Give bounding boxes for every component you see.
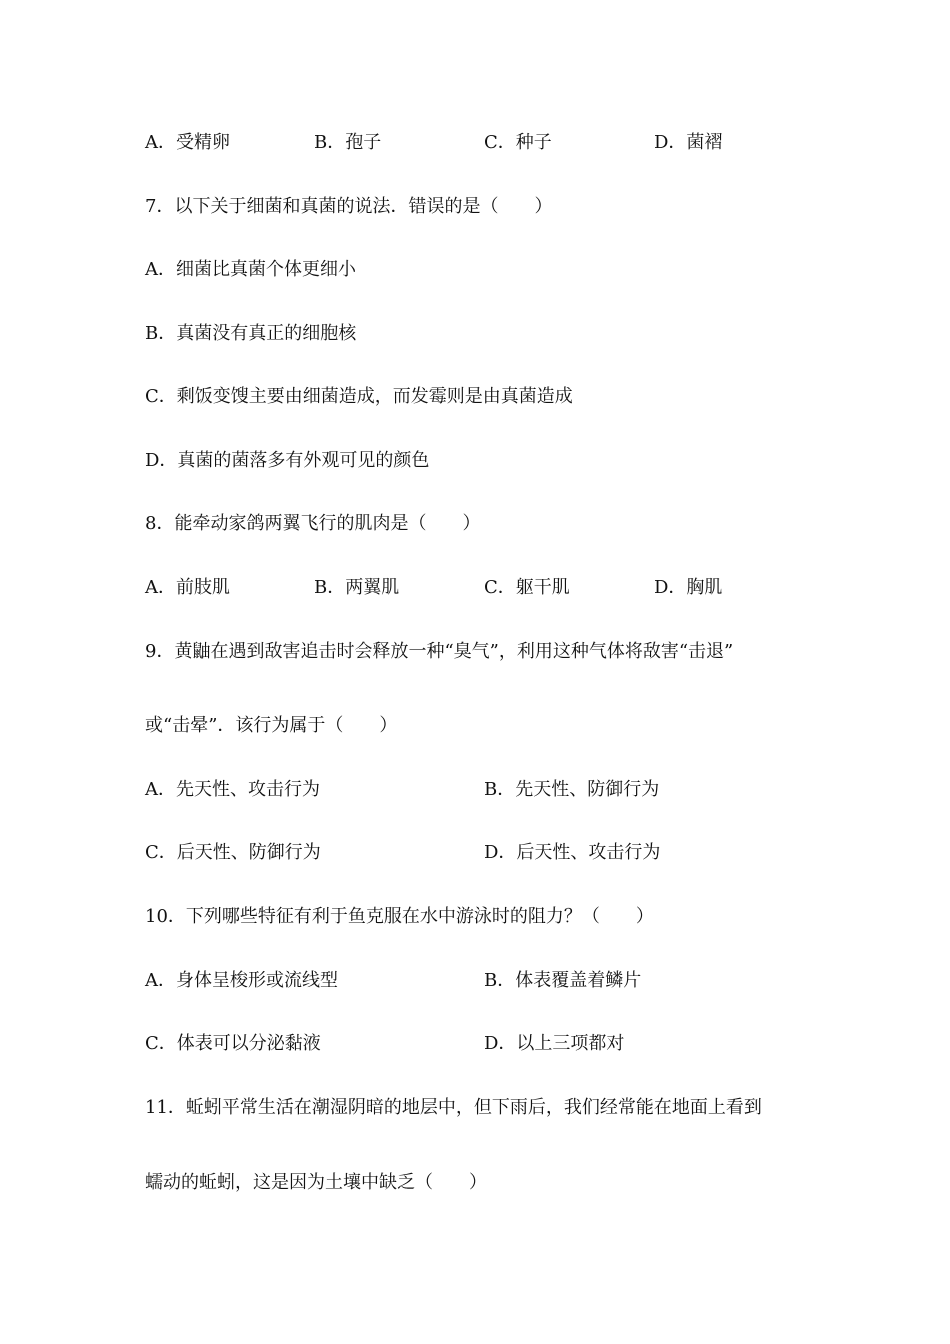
q10-option-a: A．身体呈梭形或流线型 [145, 970, 338, 991]
q10-option-c: C．体表可以分泌黏液 [145, 1033, 321, 1054]
q10-stem: 10．下列哪些特征有利于鱼克服在水中游泳时的阻力？（ ） [145, 906, 654, 927]
q9-option-a: A．先天性、攻击行为 [145, 779, 320, 800]
q10-option-b: B．体表覆盖着鳞片 [484, 970, 642, 991]
q7-option-a: A．细菌比真菌个体更细小 [145, 259, 356, 280]
q8-option-d: D．胸肌 [654, 577, 723, 598]
q10-option-d: D．以上三项都对 [484, 1033, 625, 1054]
q9-option-d: D．后天性、攻击行为 [484, 842, 661, 863]
q8-option-b: B．两翼肌 [314, 577, 400, 598]
q8-stem: 8．能牵动家鸽两翼飞行的肌肉是（ ） [145, 513, 481, 534]
q9-stem-line1: 9．黄鼬在遇到敌害追击时会释放一种“臭气”，利用这种气体将敌害“击退” [145, 641, 734, 662]
q9-stem-line2: 或“击晕”．该行为属于（ ） [145, 715, 398, 736]
q6-option-d: D．菌褶 [654, 132, 723, 153]
q7-option-b: B．真菌没有真正的细胞核 [145, 323, 357, 344]
q6-option-b: B．孢子 [314, 132, 382, 153]
q7-stem: 7．以下关于细菌和真菌的说法．错误的是（ ） [145, 196, 553, 217]
q11-stem-line1: 11．蚯蚓平常生活在潮湿阴暗的地层中，但下雨后，我们经常能在地面上看到 [145, 1097, 762, 1118]
q8-option-a: A．前肢肌 [145, 577, 230, 598]
q7-option-d: D．真菌的菌落多有外观可见的颜色 [145, 450, 430, 471]
q9-option-b: B．先天性、防御行为 [484, 779, 660, 800]
q6-option-c: C．种子 [484, 132, 552, 153]
q11-stem-line2: 蠕动的蚯蚓，这是因为土壤中缺乏（ ） [145, 1172, 487, 1193]
q8-option-c: C．躯干肌 [484, 577, 570, 598]
q7-option-c: C．剩饭变馊主要由细菌造成，而发霉则是由真菌造成 [145, 386, 573, 407]
q9-option-c: C．后天性、防御行为 [145, 842, 321, 863]
q6-option-a: A．受精卵 [145, 132, 230, 153]
